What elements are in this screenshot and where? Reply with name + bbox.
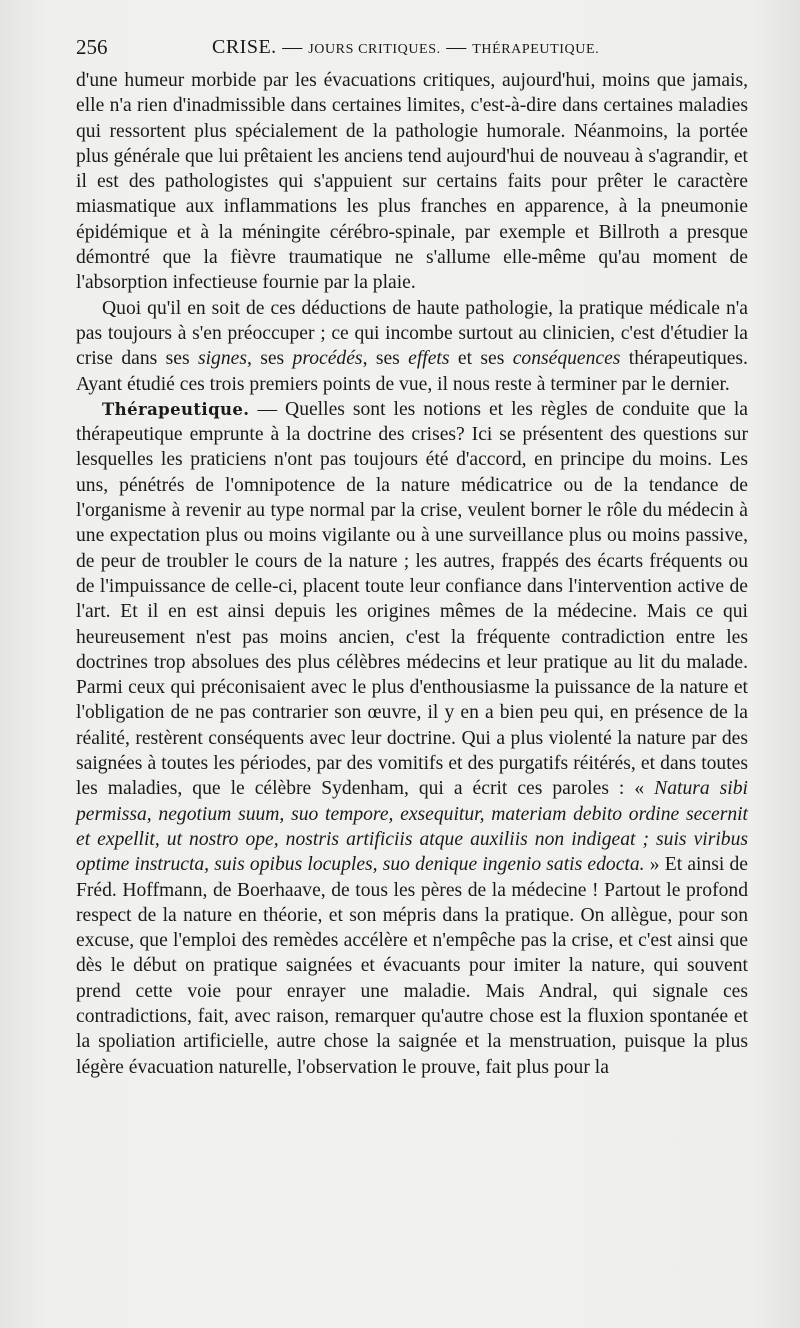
paragraph-3 — [76, 397, 748, 1080]
latin-quotation: Natura sibi permissa, negotium suum, suo tempore, exsequitur, materiam debito ordine secernit et expellit, ut nostro ope, nostris artificiis atque auxiliis non indigeat ; suis viribus optime instructa, suis opibus locuples, suo denique ingenio satis edocta. — [76, 778, 748, 876]
paragraph-2-text-b: , ses — [246, 348, 293, 370]
section-heading-therapeutique: Thérapeutique. — [102, 399, 250, 419]
running-title-part-2: JOURS CRITIQUES. — [308, 42, 441, 57]
paragraph-2-text-e: thérapeutiques. Ayant étudié ces trois premiers points de vue, il nous reste à terminer par le dernier. — [76, 348, 748, 395]
paragraph-2-text-d: et ses — [449, 348, 513, 370]
term-procedes: procédés — [292, 348, 363, 370]
paragraph-3-text-a: — Quelles sont les notions et les règles de conduite que la thérapeutique emprunte à la doctrine des crises? Ici se présentent des questions sur lesquelles les praticiens n'ont pas toujours été d'accord, en principe du moins. Les uns, pénétrés de l'omnipotence de la nature médicatrice ou de la tendance de l'organisme à revenir au type normal par la crise, veulent borner le rôle du médecin à une expectation plus ou moins vigilante ou à une surveillance plus ou moins passive, de peur de troubler le cours de la nature ; les autres, frappés des écarts fréquents ou de l'impuissance de celle-ci, placent toute leur confiance dans l'intervention active de l'art. Et il en est ainsi depuis les origines mêmes de la médecine. Mais ce qui heureusement n'est pas moins ancien, c'est la fréquente contradiction entre les doctrines trop absolues des plus célèbres médecins et leur pratique au lit du malade. Parmi ceux qui préconisaient avec le plus d'enthousiasme la puissance de la nature et l'obligation de ne pas contrarier son œuvre, il y en a bien peu qui, en présence de la réalité, restèrent conséquents avec leur doctrine. Qui a plus violenté la nature par des saignées à toutes les périodes, par des vomitifs et des purgatifs réitérés, et dans toutes les maladies, que le célèbre Sydenham, qui a écrit ces paroles : « — [76, 398, 748, 800]
term-effets: effets — [408, 348, 450, 370]
term-consequences: conséquences — [512, 348, 621, 370]
term-signes: signes — [197, 348, 247, 370]
running-head — [76, 34, 726, 60]
running-title — [212, 34, 599, 63]
running-title-main: CRISE. — [212, 36, 277, 58]
paragraph-2-text-c: , ses — [362, 348, 409, 370]
running-title-dash-2: — — [440, 36, 473, 58]
paragraph-2-text-a: Quoi qu'il en soit de ces déductions de haute pathologie, la pratique médicale n'a pas toujours à s'en préoccuper ; ce qui incombe surtout au clinicien, c'est d'étudier la crise dans ses — [76, 297, 748, 370]
body-text — [76, 68, 748, 1080]
paragraph-3-text-b: » Et ainsi de Fréd. Hoffmann, de Boerhaave, de tous les pères de la médecine ! Partout le profond respect de la nature en théorie, et son mépris dans la pratique. On allègue, pour son excuse, que l'emploi des remèdes accélère et n'empêche pas la crise, et c'est ainsi que dès le début on pratique saignées et évacuants pour imiter la nature, qui souvent prend cette voie pour enrayer une maladie. Mais Andral, qui signale ces contradictions, fait, avec raison, remarquer qu'autre chose est la fluxion spontanée et la spoliation artificielle, autre chose la saignée et la menstruation, puisque la plus légère évacuation naturelle, l'observation le prouve, fait plus pour la — [76, 854, 748, 1078]
paragraph-2 — [76, 296, 748, 397]
page-number: 256 — [76, 35, 108, 59]
paragraph-1: d'une humeur morbide par les évacuations critiques, aujourd'hui, moins que jamais, elle n'a rien d'inadmissible dans certaines limites, c'est-à-dire dans certaines maladies qui ressortent plus spécialement de la pathologie humorale. Néanmoins, la portée plus générale que lui prêtaient les anciens tend aujourd'hui de nouveau à s'agrandir, et il est des pathologistes qui s'appuient sur certains faits pour prêter le caractère miasmatique aux inflammations les plus franches en apparence, à la pneumonie épidémique et à la méningite cérébro-spinale, par exemple et Billroth a presque démontré que la fièvre traumatique ne s'allume elle-même qu'au moment de l'absorption infectieuse fournie par la plaie. — [76, 70, 748, 294]
running-title-dash-1: — — [276, 36, 309, 58]
running-title-part-3: THÉRAPEUTIQUE. — [472, 42, 600, 57]
